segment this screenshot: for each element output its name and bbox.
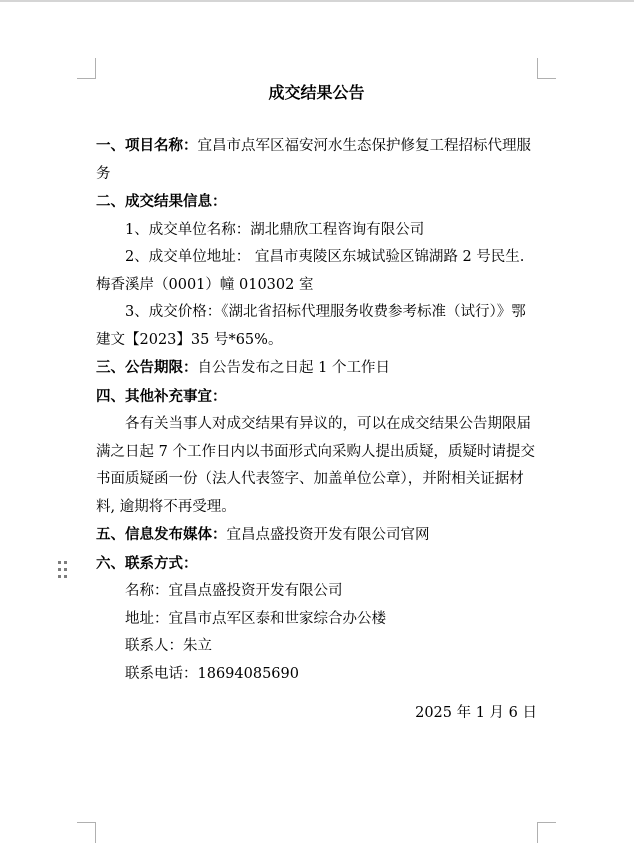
paragraph-text: 各有关当事人对成交结果有异议的，可以在成交结果公告期限届满之日起 7 个工作日内以书面形式向采购人提出质疑，质疑时请提交书面质疑函一份（法人代表签字、加盖单位公章），并附相关证据材料, 逾期将不再受理。	[96, 416, 535, 515]
page-top-edge	[0, 0, 634, 2]
crop-mark-bottom-right	[537, 822, 556, 843]
paragraph	[96, 217, 537, 245]
paragraph-heading-label: 二、成交结果信息：	[96, 193, 227, 210]
document-body	[96, 132, 537, 688]
paragraph	[96, 244, 537, 299]
paragraph-heading-label: 六、联系方式：	[96, 554, 198, 572]
paragraph	[96, 383, 537, 412]
paragraph	[96, 188, 537, 217]
drag-handle-icon[interactable]	[58, 561, 68, 579]
paragraph-heading-label: 四、其他补充事宜：	[96, 387, 227, 405]
paragraph	[96, 606, 537, 634]
paragraph	[96, 578, 537, 606]
document-title: 成交结果公告	[268, 83, 365, 102]
paragraph-text: 1、成交单位名称：湖北鼎欣工程咨询有限公司	[125, 221, 425, 238]
drag-handle-dot	[64, 568, 67, 571]
paragraph-text: 宜昌市点军区福安河水生态保护修复工程招标代理服务	[96, 138, 531, 182]
paragraph-heading-label: 三、公告期限：	[96, 359, 198, 376]
paragraph-heading-label: 一、项目名称：	[96, 137, 198, 154]
drag-handle-dot	[64, 575, 67, 578]
paragraph-text: 3、成交价格：《湖北省招标代理服务收费参考标准（试行）》鄂建文【2023】35 号*65%。	[96, 304, 526, 348]
paragraph	[96, 299, 537, 354]
paragraph	[96, 633, 537, 661]
paragraph-text: 联系人：朱立	[125, 638, 212, 654]
paragraph-text: 名称：宜昌点盛投资开发有限公司	[125, 583, 343, 599]
drag-handle-dot	[58, 575, 61, 578]
paragraph-text: 地址：宜昌市点军区泰和世家综合办公楼	[125, 610, 386, 627]
paragraph	[96, 521, 537, 550]
paragraph-text: 宜昌点盛投资开发有限公司官网	[226, 527, 430, 543]
paragraph	[96, 550, 537, 579]
paragraph-text: 联系电话：18694085690	[125, 665, 299, 682]
document-content	[96, 80, 537, 728]
crop-mark-bottom-left	[77, 822, 96, 843]
paragraph	[96, 661, 537, 689]
paragraph	[96, 132, 537, 188]
document-date: 2025 年 1 月 6 日	[415, 705, 537, 721]
paragraph-text: 自公告发布之日起 1 个工作日	[197, 360, 390, 376]
paragraph	[96, 354, 537, 383]
drag-handle-dot	[58, 561, 61, 564]
drag-handle-dot	[64, 561, 67, 564]
crop-mark-top-left	[77, 58, 96, 79]
paragraph	[96, 411, 537, 521]
paragraph-heading-label: 五、信息发布媒体：	[96, 526, 227, 543]
paragraph-text: 2、成交单位地址： 宜昌市夷陵区东城试验区锦湖路 2 号民生.梅香溪岸（0001）幢 010302 室	[96, 249, 525, 293]
crop-mark-top-right	[537, 58, 556, 79]
drag-handle-dot	[58, 568, 61, 571]
